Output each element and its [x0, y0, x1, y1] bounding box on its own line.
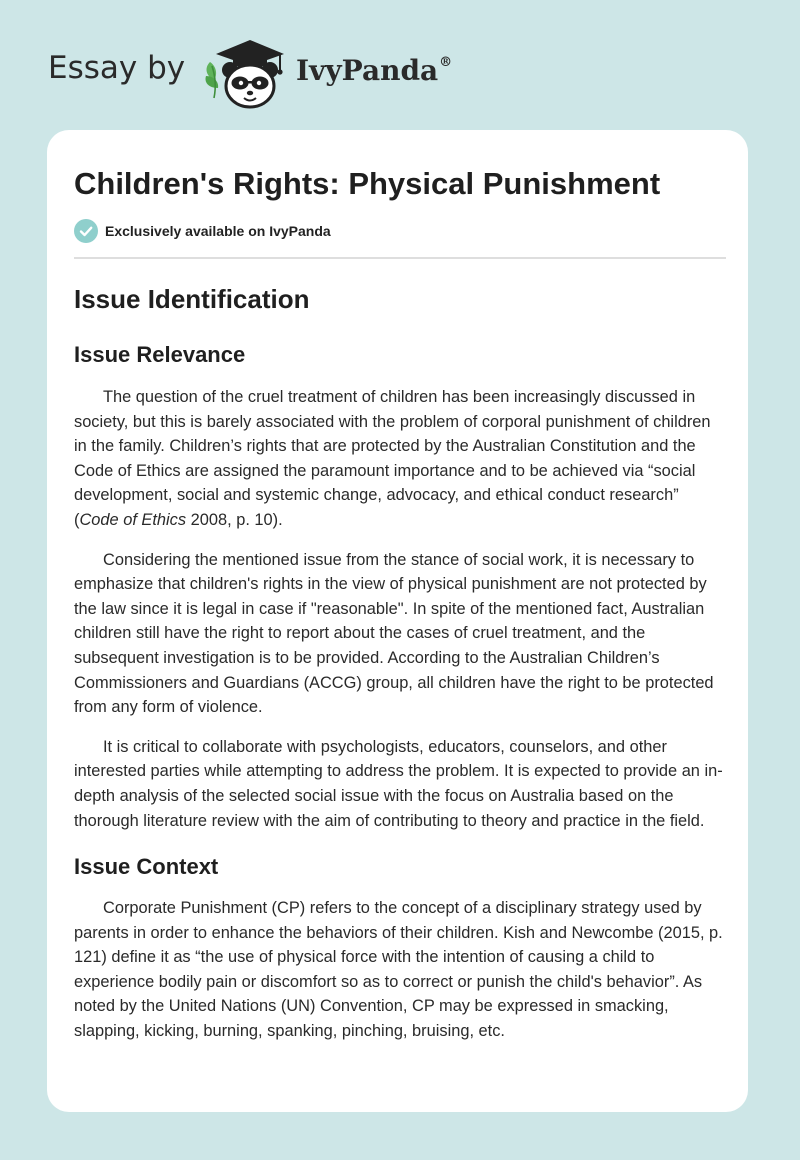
citation-details: 2008, p. 10).: [186, 510, 283, 529]
subheading-issue-context: Issue Context: [74, 854, 219, 880]
article-content: [74, 130, 726, 1044]
title-divider: [74, 257, 726, 259]
site-header: [48, 30, 468, 110]
section-heading-issue-identification: Issue Identification: [74, 284, 310, 314]
exclusive-badge-text: Exclusively available on IvyPanda: [105, 223, 331, 239]
brand-name-text: IvyPanda: [296, 54, 439, 87]
paragraph-text: The question of the cruel treatment of children has been increasingly discussed in society, but this is barely associated with the problem of corporal punishment of children in the family. Children’s rights that are protected by the Australian Constitution and the Code of Ethics are assigned the paramount importance and to be achieved via “social development, social and systemic change, advocacy, and ethical conduct research” (: [74, 388, 711, 529]
brand-prefix: Essay by: [48, 50, 186, 86]
registered-mark: ®: [439, 54, 453, 70]
paragraph: Corporate Punishment (CP) refers to the concept of a disciplinary strategy used by parents in order to enhance the behaviors of their children. Kish and Newcombe (2015, p. 121) define it as “the use of physical force with the intention of causing a child to experience bodily pain or discomfort so as to correct or punish the child's behavior”. As noted by the United Nations (UN) Convention, CP may be expressed in smacking, slapping, kicking, burning, spanking, pinching, bruising, etc.: [74, 899, 723, 1041]
panda-graduate-icon[interactable]: [200, 32, 296, 110]
paragraph: [74, 385, 726, 533]
article-title: Children's Rights: Physical Punishment: [74, 166, 661, 201]
brand-name[interactable]: [296, 54, 452, 87]
check-circle-icon: [74, 219, 98, 243]
exclusive-badge: [74, 219, 726, 243]
article-card: [47, 130, 748, 1112]
subheading-issue-relevance: Issue Relevance: [74, 342, 246, 367]
citation-work-title: Code of Ethics: [79, 510, 187, 529]
paragraph: Considering the mentioned issue from the stance of social work, it is necessary to emphasize that children's rights in the view of physical punishment are not protected by the law since it is legal in case if "reasonable". In spite of the mentioned fact, Australian children still have the right to report about the cases of cruel treatment, and the subsequent investigation is to be provided. According to the Australian Children’s Commissioners and Guardians (ACCG) group, all children have the right to be protected from any form of violence.: [74, 550, 714, 717]
paragraph: It is critical to collaborate with psychologists, educators, counselors, and other interested parties while attempting to address the problem. It is expected to provide an in-depth analysis of the selected social issue with the focus on Australia based on the thorough literature review with the aim of contributing to theory and practice in the field.: [74, 737, 723, 830]
